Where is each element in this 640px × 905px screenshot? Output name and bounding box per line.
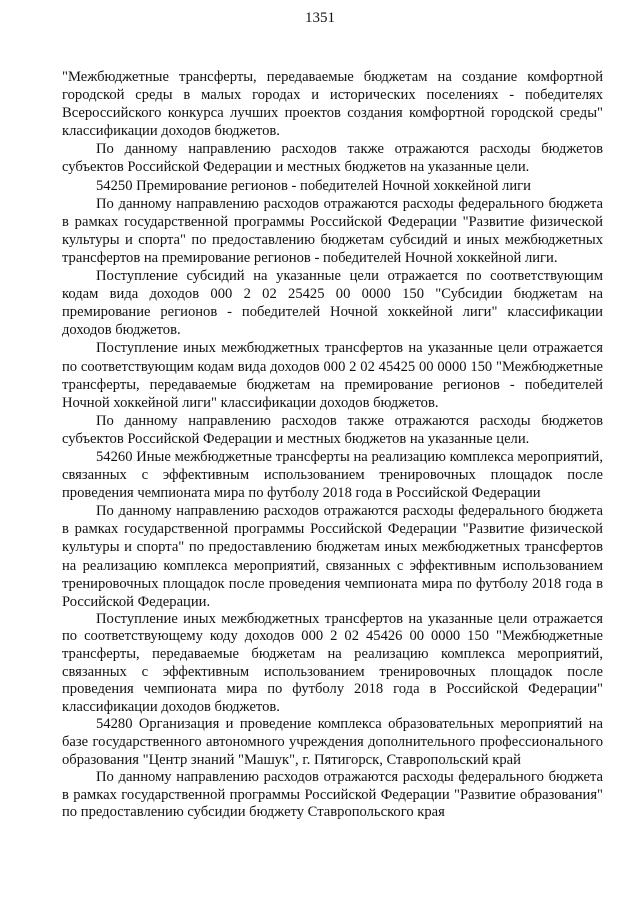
section-heading: 54250 Премирование регионов - победителей Ночной хоккейной лиги bbox=[96, 177, 531, 194]
paragraph: Поступление иных межбюджетных трансфертов на указанные цели отражается по соответствующему коду доходов 000 2 02 45426 00 0000 150 "Межбюджетные трансферты, передаваемые бюджетам на реализацию комплекса мероприятий, связанных с эффективным использованием тренировочных площадок после проведения чемпионата мира по футболу 2018 года в Российской Федерации" классификации доходов бюджетов. bbox=[62, 610, 603, 715]
paragraph: "Межбюджетные трансферты, передаваемые бюджетам на создание комфортной городской среды в малых городах и исторических поселениях - победителях Всероссийского конкурса лучших проектов создания комфортной городской среды" классификации доходов бюджетов. bbox=[62, 69, 603, 140]
paragraph: По данному направлению расходов отражаются расходы федерального бюджета в рамках государственной программы Российской Федерации "Развитие физической культуры и спорта" по предоставлению бюджетам иных межбюджетных трансфертов на реализацию комплекса мероприятий, связанных с эффективным использованием тренировочных площадок после проведения чемпионата мира по футболу 2018 года в Российской Федерации. bbox=[62, 503, 603, 610]
paragraph: Поступление иных межбюджетных трансфертов на указанные цели отражается по соответствующим кодам вида доходов 000 2 02 45425 00 0000 150 "Межбюджетные трансферты, передаваемые бюджетам на премирование регионов - победителей Ночной хоккейной лиги" классификации доходов бюджетов. bbox=[62, 340, 603, 411]
paragraph: По данному направлению расходов отражаются расходы федерального бюджета в рамках государственной программы Российской Федерации "Развитие образования" по предоставлению субсидии бюджету Ставропольского края bbox=[62, 769, 603, 821]
section-heading: 54260 Иные межбюджетные трансферты на реализацию комплекса мероприятий, связанных с эффективным использованием тренировочных площадок после проведения чемпионата мира по футболу 2018 года в Российской Федерации bbox=[62, 448, 603, 502]
section-heading: 54280 Организация и проведение комплекса образовательных мероприятий на базе государственного автономного учреждения дополнительного профессионального образования "Центр знаний "Машук", г. Пятигорск, Ставропольский край bbox=[62, 716, 603, 768]
paragraph: По данному направлению расходов также отражаются расходы бюджетов субъектов Российской Федерации и местных бюджетов на указанные цели. bbox=[62, 412, 603, 447]
page-number: 1351 bbox=[305, 10, 335, 26]
paragraph: По данному направлению расходов также отражаются расходы бюджетов субъектов Российской Федерации и местных бюджетов на указанные цели. bbox=[62, 141, 603, 176]
paragraph: Поступление субсидий на указанные цели отражается по соответствующим кодам вида доходов 000 2 02 25425 00 0000 150 "Субсидии бюджетам на премирование регионов - победителей Ночной хоккейной лиги" классификации доходов бюджетов. bbox=[62, 268, 603, 339]
paragraph: По данному направлению расходов отражаются расходы федерального бюджета в рамках государственной программы Российской Федерации "Развитие физической культуры и спорта" по предоставлению бюджетам субсидий и иных межбюджетных трансфертов на премирование регионов - победителей Ночной хоккейной лиги. bbox=[62, 195, 603, 266]
document-body bbox=[62, 68, 603, 822]
